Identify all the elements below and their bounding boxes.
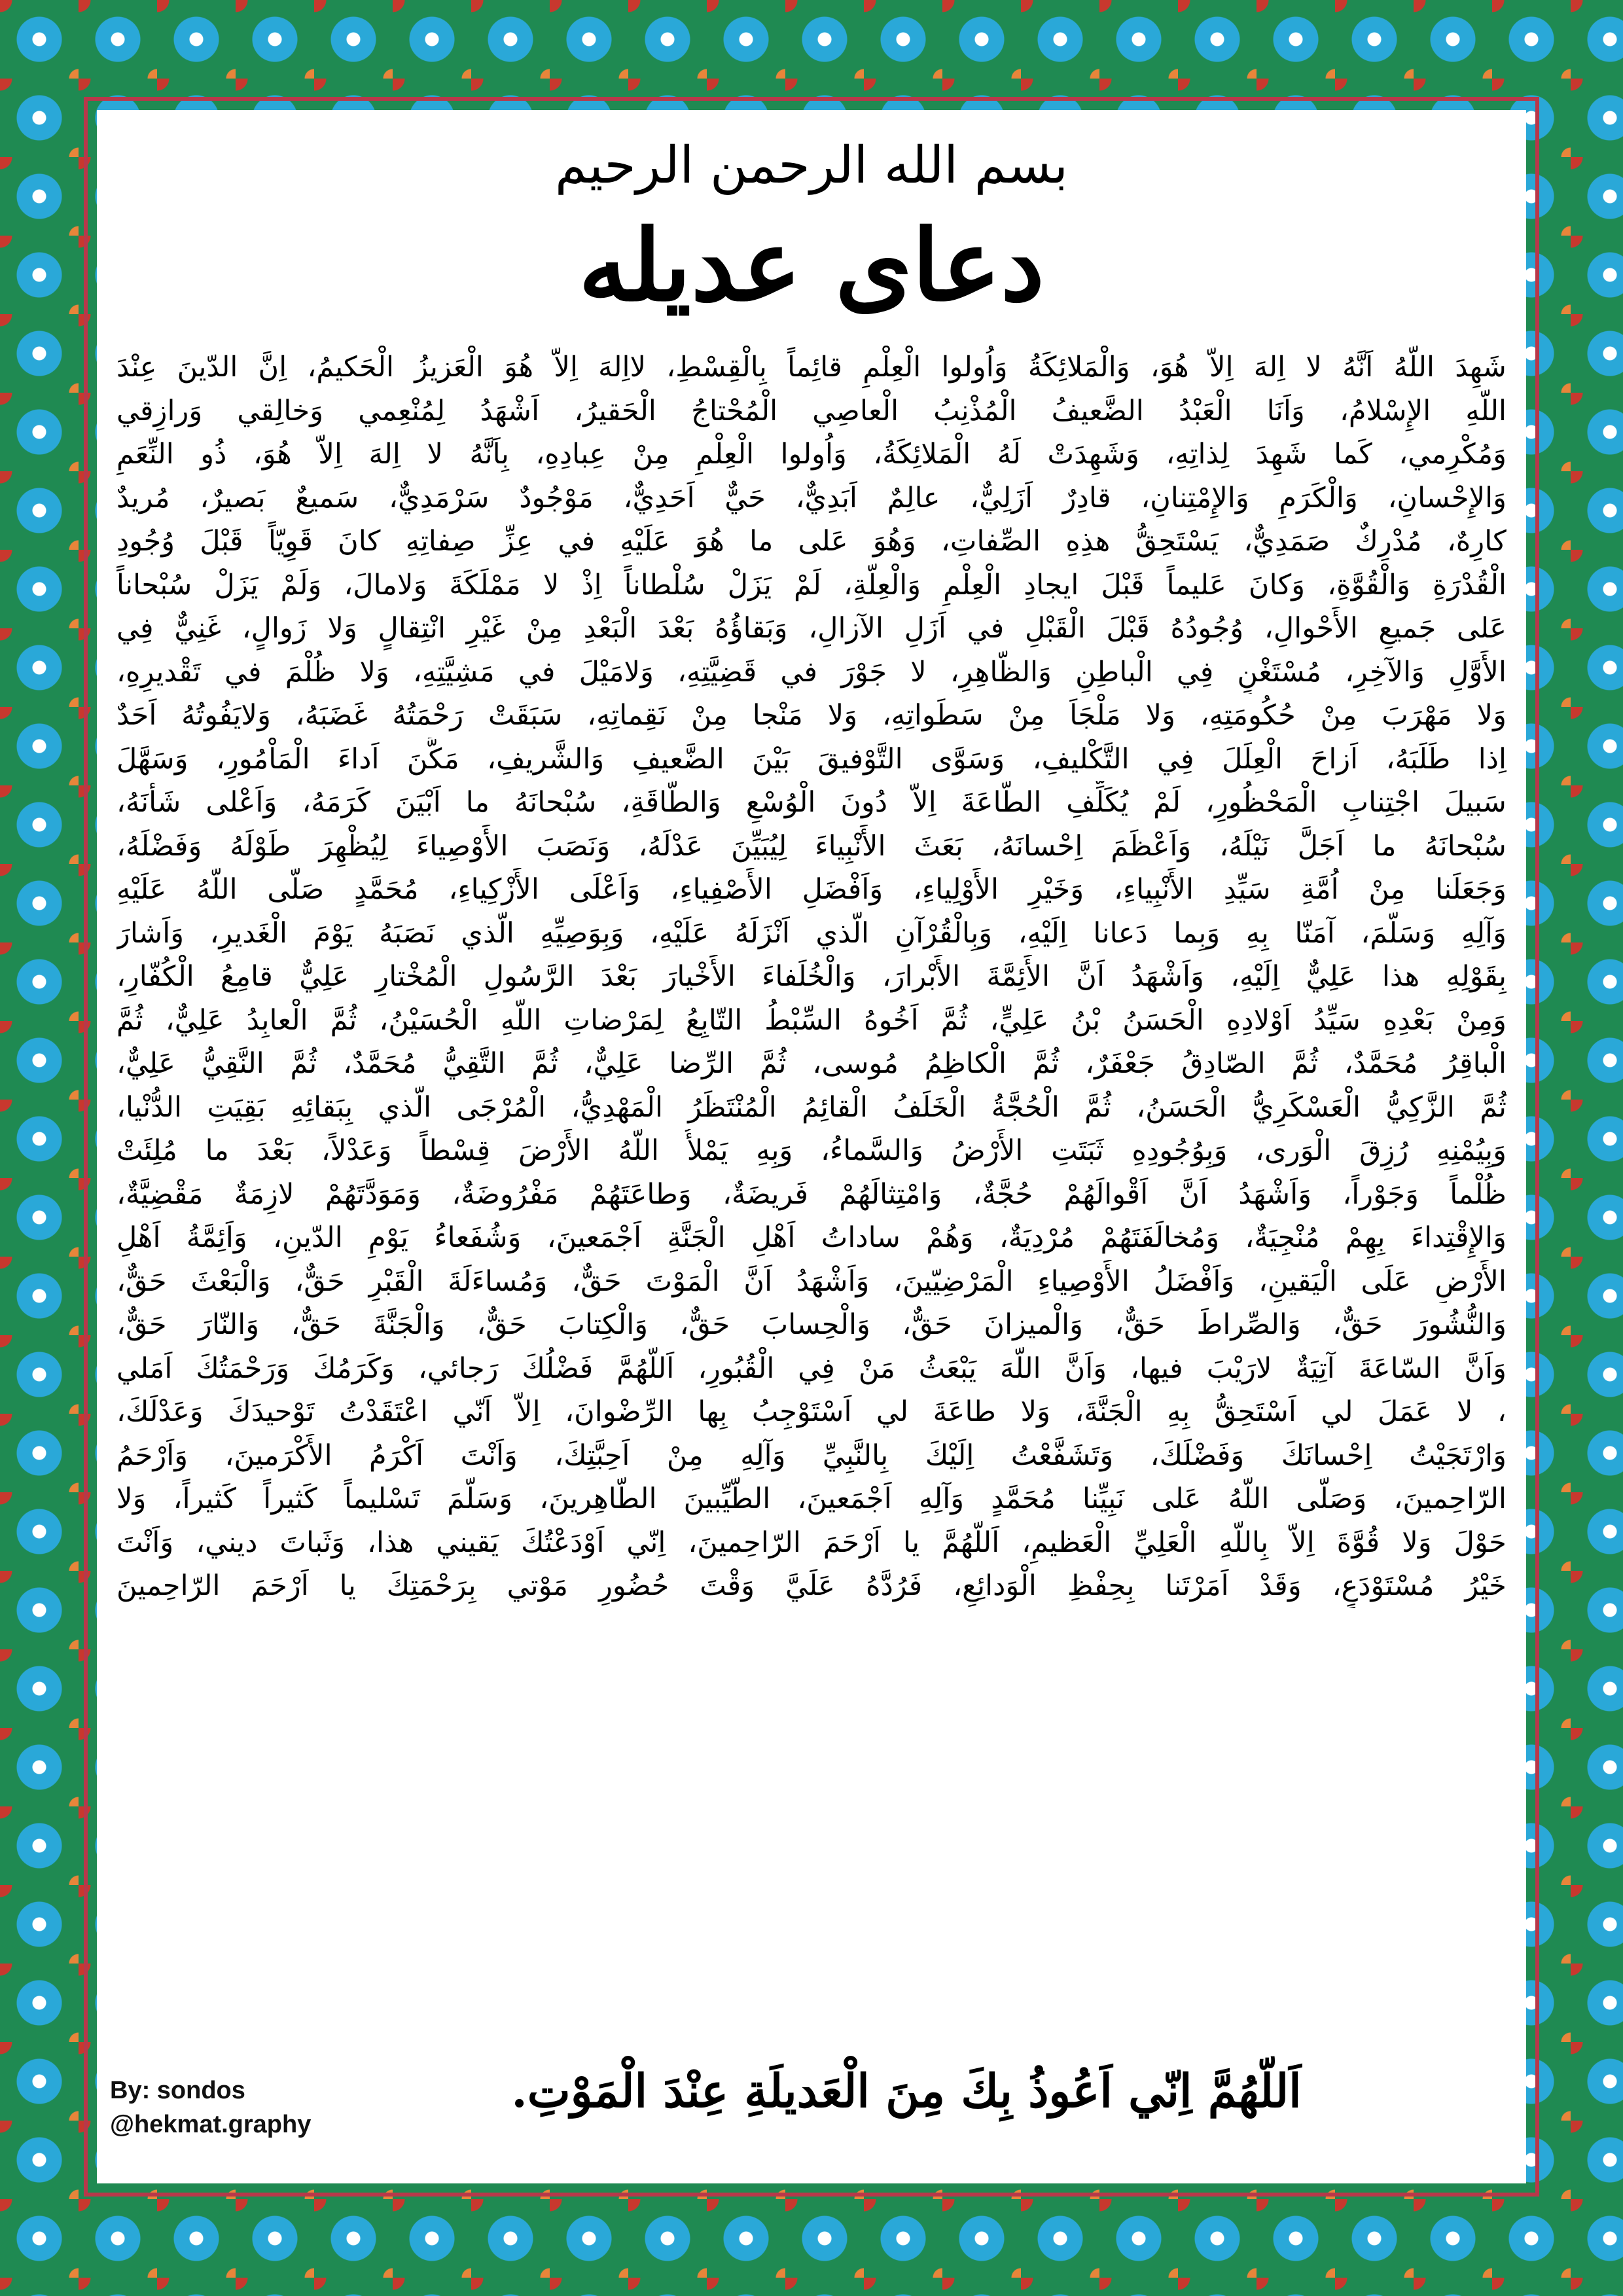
prayer-line: وَآلِهِ وَسَلَّمَ، آمَنّا بِهِ وَبِما دَعانا اِلَيْهِ، وَبِالْقُرْآنِ الَّذي اَنْزَلَهُ عَلَيْهِ، وَبِوَصِيِّهِ الَّذي نَصَبَهُ يَوْمَ الْغَديرِ، وَاَشارَ [116,916,1507,950]
prayer-line: وَمُكْرِمي، كَما شَهِدَ لِذاتِهِ، وَشَهِدَتْ لَهُ الْمَلائِكَةُ، وَاُولوا الْعِلْمِ مِنْ عِبادِهِ، بِاَنَّهُ لا اِلهَ اِلاّ هُوَ، ذُو النِّعَمِ [116,438,1507,471]
prayer-line: شَهِدَ اللّهُ اَنَّهُ لا اِلهَ اِلاّ هُوَ، وَالْمَلائِكَةُ وَاُولوا الْعِلْمِ قائِماً بِالْقِسْطِ، لااِلهَ اِلاّ هُوَ الْعَزيزُ الْحَكيمُ، اِنَّ الدّينَ عِنْدَ [116,351,1507,384]
prayer-line: وَالإِقْتِداءَ بِهِمْ مُنْجِيَةٌ، وَمُخالَفَتَهُمْ مُرْدِيَةٌ، وَهُمْ ساداتُ اَهْلِ الْجَنَّةِ اَجْمَعينَ، وَشُفَعاءُ يَوْمِ الدّينِ، وَاَئِمَّةُ اَهْلِ [116,1221,1507,1254]
prayer-line: الرّاحِمينَ، وَصَلَّى اللّهُ عَلى نَبِيِّنا مُحَمَّدٍ وَآلِهِ اَجْمَعينَ، الطَّيِّبينَ الطّاهِرينَ، وَسَلَّمَ تَسْليماً كَثيراً كَثيراً، وَلا [116,1482,1507,1515]
prayer-line: الأَوَّلِ وَالآخِرِ، مُسْتَغْنٍ فِي الْباطِنِ وَالظّاهِرِ، لا جَوْرَ في قَضِيَّتِهِ، وَلامَيْلَ في مَشِيَّتِهِ، وَلا ظُلْمَ في تَقْديرِهِ، [116,655,1507,689]
prayer-line: اِذا طَلَبَهُ، اَزاحَ الْعِلَلَ فِي التَّكْليفِ، وَسَوَّى التَّوْفيقَ بَيْنَ الضَّعيفِ وَالشَّريفِ، مَكَّنَ اَداءَ الْمَاْمُورِ، وَسَهَّلَ [116,742,1507,776]
document-page [97,110,1526,2183]
prayer-line: وَاَنَّ السّاعَةَ آتِيَةٌ لارَيْبَ فيها، وَاَنَّ اللّهَ يَبْعَثُ مَنْ فِي الْقُبُورِ، اَللّهُمَّ فَضْلُكَ رَجائي، وَكَرَمُكَ وَرَحْمَتُكَ اَمَلي [116,1352,1507,1385]
prayer-line: ، لا عَمَلَ لي اَسْتَحِقُّ بِهِ الْجَنَّةَ، وَلا طاعَةَ لي اَسْتَوْجِبُ بِها الرِّضْوانَ، اِلاّ اَنّي اعْتَقَدْتُ تَوْحيدَكَ وَعَدْلَكَ، [116,1395,1507,1428]
prayer-line: الْباقِرُ مُحَمَّدٌ، ثُمَّ الصّادِقُ جَعْفَرٌ، ثُمَّ الْكاظِمُ مُوسى، ثُمَّ الرِّضا عَلِيٌّ، ثُمَّ التَّقِيُّ مُحَمَّدٌ، ثُمَّ النَّقِيُّ عَلِيٌّ، [116,1047,1507,1080]
basmala-heading: بسم الله الرحمن الرحيم [555,136,1068,195]
page-title: دعای عدیله [579,208,1044,323]
prayer-line: وَارْتَجَيْتُ اِحْسانَكَ وَفَضْلَكَ، وَتَشَفَّعْتُ اِلَيْكَ بِالنَّبِيِّ وَآلِهِ مِنْ اَحِبَّتِكَ، وَاَنْتَ اَكْرَمُ الأَكْرَمينَ، وَاَرْحَمُ [116,1439,1507,1472]
prayer-line: خَيْرُ مُسْتَوْدَعٍ، وَقَدْ اَمَرْتَنا بِحِفْظِ الْوَدائِعِ، فَرُدَّهُ عَلَيَّ وَقْتَ حُضُورِ مَوْتي بِرَحْمَتِكَ يا اَرْحَمَ الرّاحِمينَ [116,1570,1507,1602]
prayer-line: وَمِنْ بَعْدِهِ سَيِّدُ اَوْلادِهِ الْحَسَنُ بْنُ عَلِيٍّ، ثُمَّ اَخُوهُ السِّبْطُ التّابِعُ لِمَرْضاتِ اللّهِ الْحُسَيْنُ، ثُمَّ الْعابِدُ عَلِيٌّ، ثُمَّ [116,1003,1507,1037]
credit-handle: @hekmat.graphy [110,2111,312,2138]
prayer-line: حَوْلَ وَلا قُوَّةَ اِلاّ بِاللّهِ الْعَلِيِّ الْعَظيمِ، اَللّهُمَّ يا اَرْحَمَ الرّاحِمينَ، اِنّي اَوْدَعْتُكَ يَقيني هذا، وَثَباتَ ديني، وَاَنْتَ [116,1526,1507,1559]
prayer-line: الْقُدْرَةِ وَالْقُوَّةِ، وَكانَ عَليماً قَبْلَ ايجادِ الْعِلْمِ وَالْعِلَّةِ، لَمْ يَزَلْ سُلْطاناً اِذْ لا مَمْلَكَةَ وَلامالَ، وَلَمْ يَزَلْ سُبْحاناً [116,568,1507,601]
prayer-line: وَبِيُمْنِهِ رُزِقَ الْوَرى، وَبِوُجُودِهِ ثَبَتَتِ الأَرْضُ وَالسَّماءُ، وَبِهِ يَمْلأُ اللّهُ الأَرْضَ قِسْطاً وَعَدْلاً، بَعْدَ ما مُلِئَتْ [116,1134,1507,1167]
prayer-line: بِقَوْلِهِ هذا عَلِيٌّ اِلَيْهِ، وَاَشْهَدُ اَنَّ الأَئِمَّةَ الأَبْرارَ، وَالْخُلَفاءَ الأَخْيارَ بَعْدَ الرَّسُولِ الْمُخْتارِ عَلِيٌّ قامِعُ الْكُفّارِ، [116,960,1507,993]
closing-supplication: اَللّهُمَّ اِنّي اَعُوذُ بِكَ مِنَ الْعَديلَةِ عِنْدَ الْمَوْتِ. [511,2064,1302,2118]
prayer-line: سَبيلَ اجْتِنابِ الْمَحْظُورِ، لَمْ يُكَلِّفِ الطّاعَةَ اِلاّ دُونَ الْوُسْعِ وَالطّاقَةِ، سُبْحانَهُ ما اَبْيَنَ كَرَمَهُ، وَاَعْلى شَأْنَهُ، [116,786,1507,819]
prayer-line: ثُمَّ الزَّكِيُّ الْعَسْكَرِيُّ الْحَسَنُ، ثُمَّ الْحُجَّةُ الْخَلَفُ الْقائِمُ الْمُنْتَظَرُ الْمَهْدِيُّ، الْمُرْجَى الَّذي بِبَقائِهِ بَقِيَتِ الدُّنْيا، [116,1090,1507,1124]
credit-block [110,2073,311,2142]
prayer-line: وَجَعَلَنا مِنْ اُمَّةِ سَيِّدِ الأَنْبِياءِ، وَخَيْرِ الأَوْلِياءِ، وَاَفْضَلِ الأَصْفِياءِ، وَاَعْلَى الأَزْكِياءِ، مُحَمَّدٍ صَلَّى اللّهُ عَلَيْهِ [116,873,1507,906]
prayer-line: ظُلْماً وَجَوْراً، وَاَشْهَدُ اَنَّ اَقْوالَهُمْ حُجَّةٌ، وَامْتِثالَهُمْ فَريضَةٌ، وَطاعَتَهُمْ مَفْرُوضَةٌ، وَمَوَدَّتَهُمْ لازِمَةٌ مَقْضِيَّةٌ، [116,1177,1507,1211]
prayer-line: اللّهِ الإِسْلامُ، وَاَنَا الْعَبْدُ الضَّعيفُ الْمُذْنِبُ الْعاصِي الْمُحْتاجُ الْحَقيرُ، اَشْهَدُ لِمُنْعِمي وَخالِقي وَرازِقي [116,394,1507,427]
prayer-line: كارِهٌ، مُدْرِكٌ صَمَدِيٌّ، يَسْتَحِقُّ هذِهِ الصِّفاتِ، وَهُوَ عَلى ما هُوَ عَلَيْهِ في عِزِّ صِفاتِهِ كانَ قَوِيّاً قَبْلَ وُجُودِ [116,525,1507,558]
credit-author: By: sondos [110,2077,245,2104]
prayer-line: وَالإِحْسانِ، وَالْكَرَمِ وَالإِمْتِنانِ، قادِرٌ اَزَلِيٌّ، عالِمٌ اَبَدِيٌّ، حَيٌّ اَحَدِيٌّ، مَوْجُودٌ سَرْمَدِيٌّ، سَميعٌ بَصيرٌ، مُريدٌ [116,481,1507,514]
prayer-line: وَلا مَهْرَبَ مِنْ حُكُومَتِهِ، وَلا مَلْجَاَ مِنْ سَطَواتِهِ، وَلا مَنْجا مِنْ نَقِماتِهِ، سَبَقَتْ رَحْمَتُهُ غَضَبَهُ، وَلايَفُوتُهُ اَحَدٌ [116,699,1507,732]
prayer-line: الأَرْضِ عَلَى الْيَقينِ، وَاَفْضَلُ الأَوْصِياءِ الْمَرْضِيّينَ، وَاَشْهَدُ اَنَّ الْمَوْتَ حَقٌّ، وَمُساءَلَةَ الْقَبْرِ حَقٌّ، وَالْبَعْثَ حَقٌّ، [116,1265,1507,1298]
prayer-line: عَلى جَميعِ الأَحْوالِ، وُجُودُهُ قَبْلَ الْقَبْلِ في اَزَلِ الآزالِ، وَبَقاؤُهُ بَعْدَ الْبَعْدِ مِنْ غَيْرِ انْتِقالٍ وَلا زَوالٍ، غَنِيٌّ فِي [116,612,1507,645]
prayer-line: سُبْحانَهُ ما اَجَلَّ نَيْلَهُ، وَاَعْظَمَ اِحْسانَهُ، بَعَثَ الأَنْبِياءَ لِيُبَيِّنَ عَدْلَهُ، وَنَصَبَ الأَوْصِياءَ لِيُظْهِرَ طَوْلَهُ وَفَضْلَهُ، [116,829,1507,863]
prayer-body [116,346,1507,2060]
prayer-line: وَالنُّشُورَ حَقٌّ، وَالصِّراطَ حَقٌّ، وَالْميزانَ حَقٌّ، وَالْحِسابَ حَقٌّ، وَالْكِتابَ حَقٌّ، وَالْجَنَّةَ حَقٌّ، وَالنّارَ حَقٌّ، [116,1308,1507,1341]
